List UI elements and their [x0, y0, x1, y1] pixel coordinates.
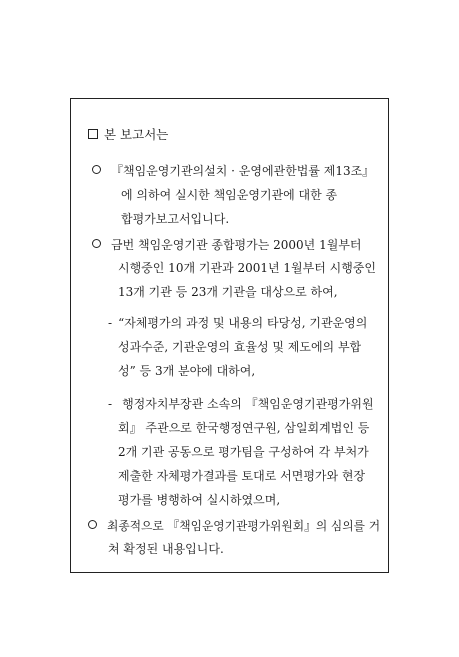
item-2-line-1: 금번 책임운영기관 종합평가는 2000년 1월부터	[92, 238, 362, 252]
item-4-line-5: 평가를 병행하여 실시하였으며,	[118, 493, 281, 507]
item-3-line-3: 성” 등 3개 분야에 대하여,	[118, 364, 256, 378]
item-4-line-2: 회』 주관으로 한국행정연구원, 삼일회계법인 등	[118, 421, 370, 435]
item-3-line-1: - “자체평가의 과정 및 내용의 타당성, 기관운영의	[108, 316, 368, 330]
item-2-line-2: 시행중인 10개 기관과 2001년 1월부터 시행중인	[118, 261, 376, 275]
circle-bullet-icon	[92, 239, 101, 248]
item-2-line-3: 13개 기관 등 23개 기관을 대상으로 하여,	[118, 285, 338, 299]
circle-bullet-icon	[88, 520, 97, 529]
item-5-line-1: 최종적으로 『책임운영기관평가위원회』의 심의를 거	[88, 519, 380, 533]
report-header	[88, 128, 168, 142]
circle-bullet-icon	[92, 165, 101, 174]
item-4-line-1: - 행정자치부장관 소속의 『책임운영기관평가위원	[108, 397, 374, 411]
item-1-line-1: 『책임운영기관의설치 · 운영에관한법률 제13조』	[92, 164, 374, 178]
header-text: 본 보고서는	[104, 127, 169, 142]
item-1-line-3: 합평가보고서입니다.	[121, 212, 230, 226]
item-1-line-2: 에 의하여 실시한 책임운영기관에 대한 종	[121, 188, 338, 202]
item-5-line-2: 쳐 확정된 내용입니다.	[108, 542, 224, 556]
item-4-line-3: 2개 기관 공동으로 평가팀을 구성하여 각 부처가	[118, 445, 369, 459]
square-bullet-icon	[88, 129, 98, 139]
item-4-line-4: 제출한 자체평가결과를 토대로 서면평가와 현장	[118, 469, 366, 483]
item-3-line-2: 성과수준, 기관운영의 효율성 및 제도에의 부합	[118, 340, 362, 354]
